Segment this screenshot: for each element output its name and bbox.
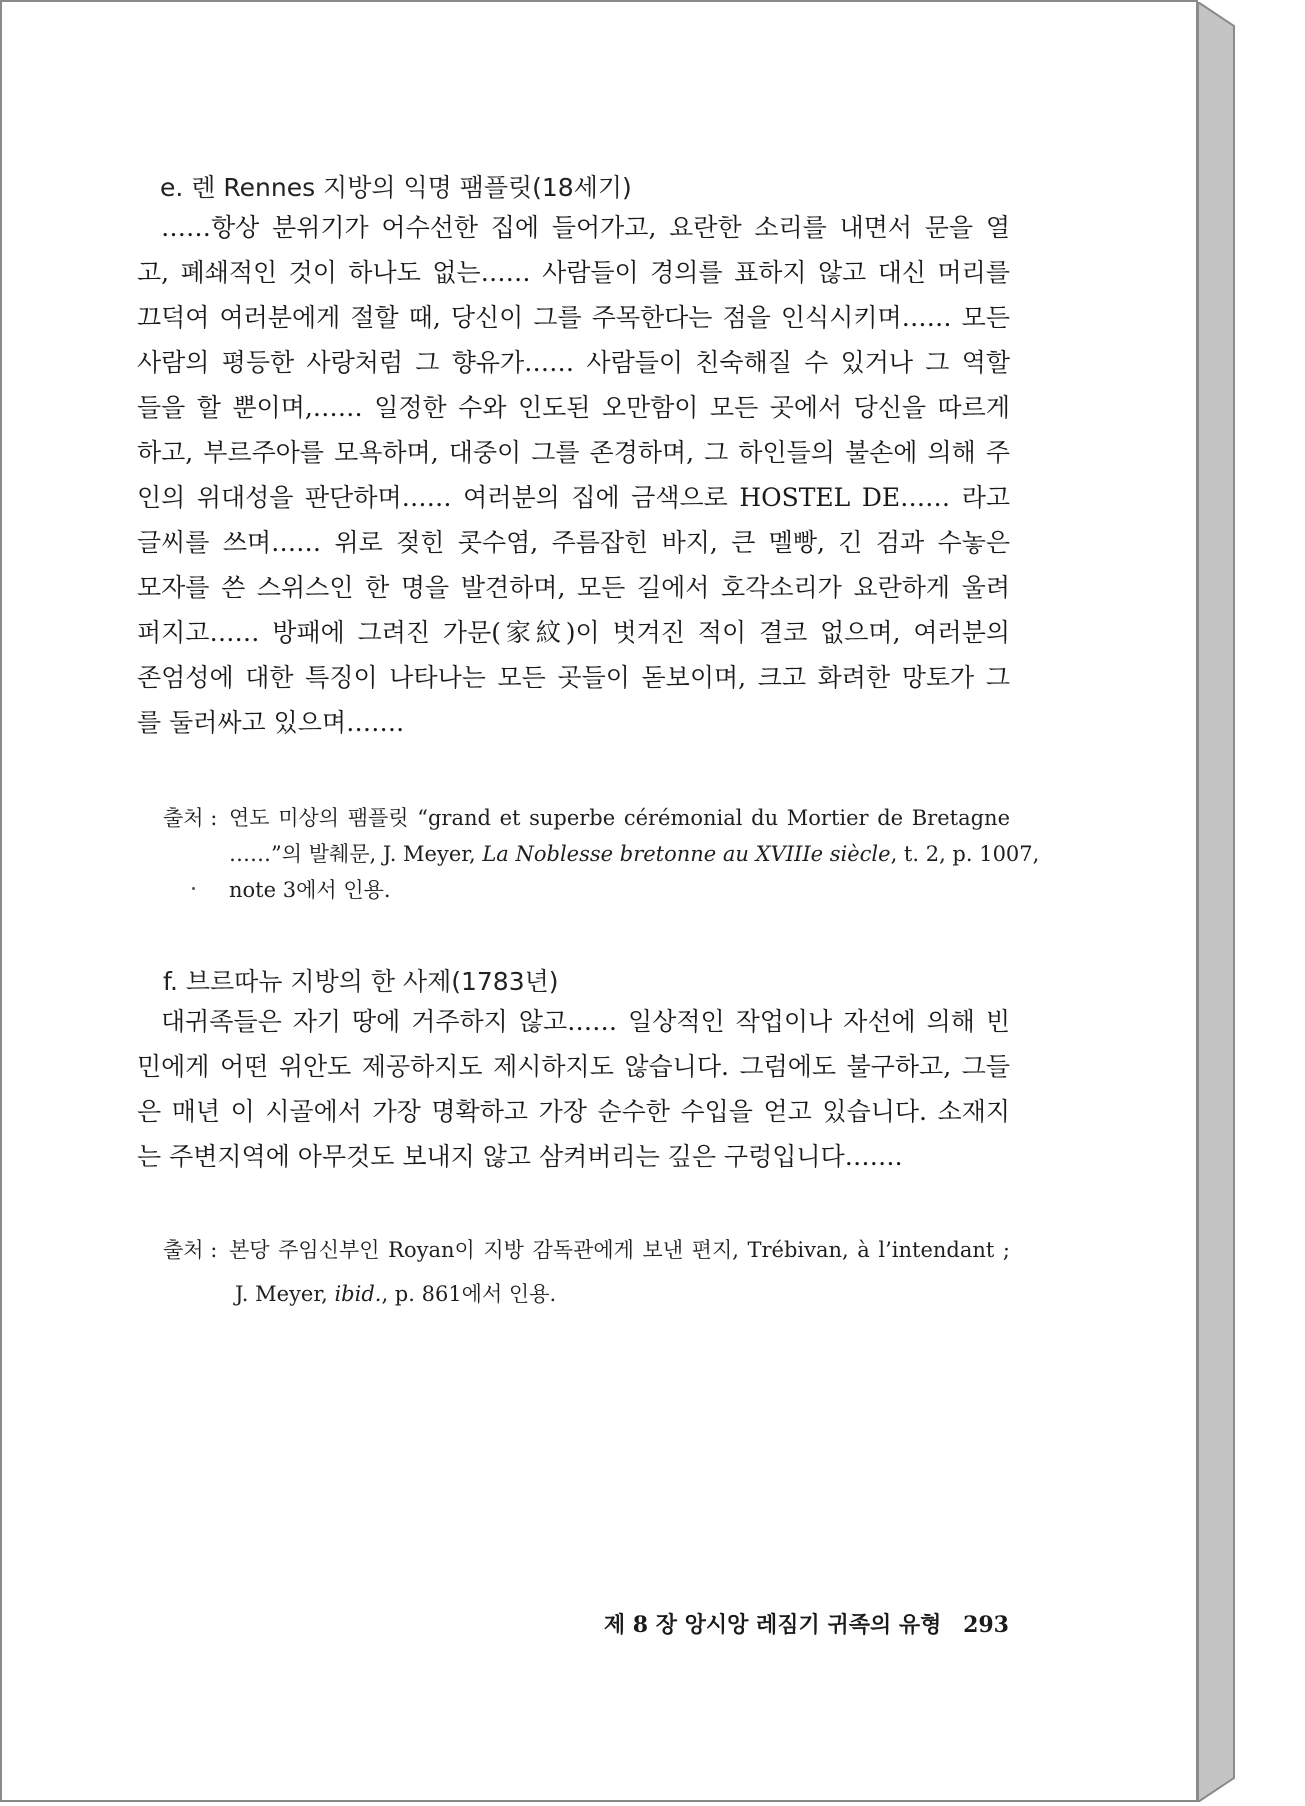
source-line: 본당 주임신부인 Royan이 지방 감독관에게 보낸 편지, Trébivan, à l’intendant ; — [229, 1238, 1010, 1262]
body-line: 하고, 부르주아를 모욕하며, 대중이 그를 존경하며, 그 하인들의 불손에 의해 주 — [137, 438, 1010, 467]
page-number: 293 — [963, 1612, 1009, 1638]
body-line: 존엄성에 대한 특징이 나타나는 모든 곳들이 돋보이며, 크고 화려한 망토가 그 — [137, 663, 1010, 692]
body-line: 대귀족들은 자기 땅에 거주하지 않고…… 일상적인 작업이나 자선에 의해 빈 — [161, 1007, 1010, 1036]
source-text: , p. 861에서 인용. — [381, 1282, 557, 1306]
section-e-title: e. 렌 Rennes 지방의 익명 팸플릿(18세기) — [160, 173, 632, 202]
body-line: 인의 위대성을 판단하며…… 여러분의 집에 금색으로 HOSTEL DE…… 라고 — [137, 483, 1010, 512]
page-thickness-edge — [1198, 2, 1240, 1802]
source-line — [235, 1280, 556, 1308]
source-text: ……”의 발췌문, J. Meyer, — [229, 842, 483, 866]
page-footer — [604, 1608, 1009, 1639]
body-line: 민에게 어떤 위안도 제공하지도 제시하지도 않습니다. 그럼에도 불구하고, 그들 — [137, 1052, 1010, 1081]
source-line: note 3에서 인용. — [229, 878, 391, 902]
body-line: 를 둘러싸고 있으며……. — [137, 708, 405, 737]
running-chapter-title: 제 8 장 앙시앙 레짐기 귀족의 유형 — [603, 1612, 942, 1638]
source-text: J. Meyer, — [235, 1282, 335, 1306]
source-label: 출처 : — [163, 806, 218, 830]
body-line: 사람의 평등한 사랑처럼 그 향유가…… 사람들이 친숙해질 수 있거나 그 역할 — [137, 348, 1010, 377]
source-book-title: La Noblesse bretonne au XVIIIe siècle — [482, 842, 891, 866]
body-line: 는 주변지역에 아무것도 보내지 않고 삼켜버리는 깊은 구렁입니다……. — [137, 1142, 903, 1171]
body-line: 끄덕여 여러분에게 절할 때, 당신이 그를 주목한다는 점을 인식시키며…… 모든 — [137, 303, 1010, 332]
body-line: 고, 폐쇄적인 것이 하나도 없는…… 사람들이 경의를 표하지 않고 대신 머리를 — [137, 258, 1010, 287]
body-line: 모자를 쓴 스위스인 한 명을 발견하며, 모든 길에서 호각소리가 요란하게 울려 — [137, 573, 1010, 602]
body-line: 들을 할 뿐이며,…… 일정한 수와 인도된 오만함이 모든 곳에서 당신을 따르게 — [137, 393, 1010, 422]
body-line: 퍼지고…… 방패에 그려진 가문(家紋)이 벗겨진 적이 결코 없으며, 여러분의 — [137, 618, 1010, 647]
source-line — [229, 840, 1040, 868]
body-line: ……항상 분위기가 어수선한 집에 들어가고, 요란한 소리를 내면서 문을 열 — [161, 213, 1010, 242]
source-text: , t. 2, p. 1007, — [890, 842, 1040, 866]
source-line: 연도 미상의 팸플릿 “grand et superbe cérémonial du Mortier de Bretagne — [229, 806, 1010, 830]
section-f-title: f. 브르따뉴 지방의 한 사제(1783년) — [163, 967, 559, 996]
scan-speck — [192, 887, 195, 890]
source-reference: ibid. — [334, 1282, 382, 1306]
body-line: 은 매년 이 시골에서 가장 명확하고 가장 순수한 수입을 얻고 있습니다. 소재지 — [137, 1097, 1010, 1126]
body-line: 글씨를 쓰며…… 위로 젖힌 콧수염, 주름잡힌 바지, 큰 멜빵, 긴 검과 수놓은 — [137, 528, 1010, 557]
source-label: 출처 : — [163, 1238, 218, 1262]
